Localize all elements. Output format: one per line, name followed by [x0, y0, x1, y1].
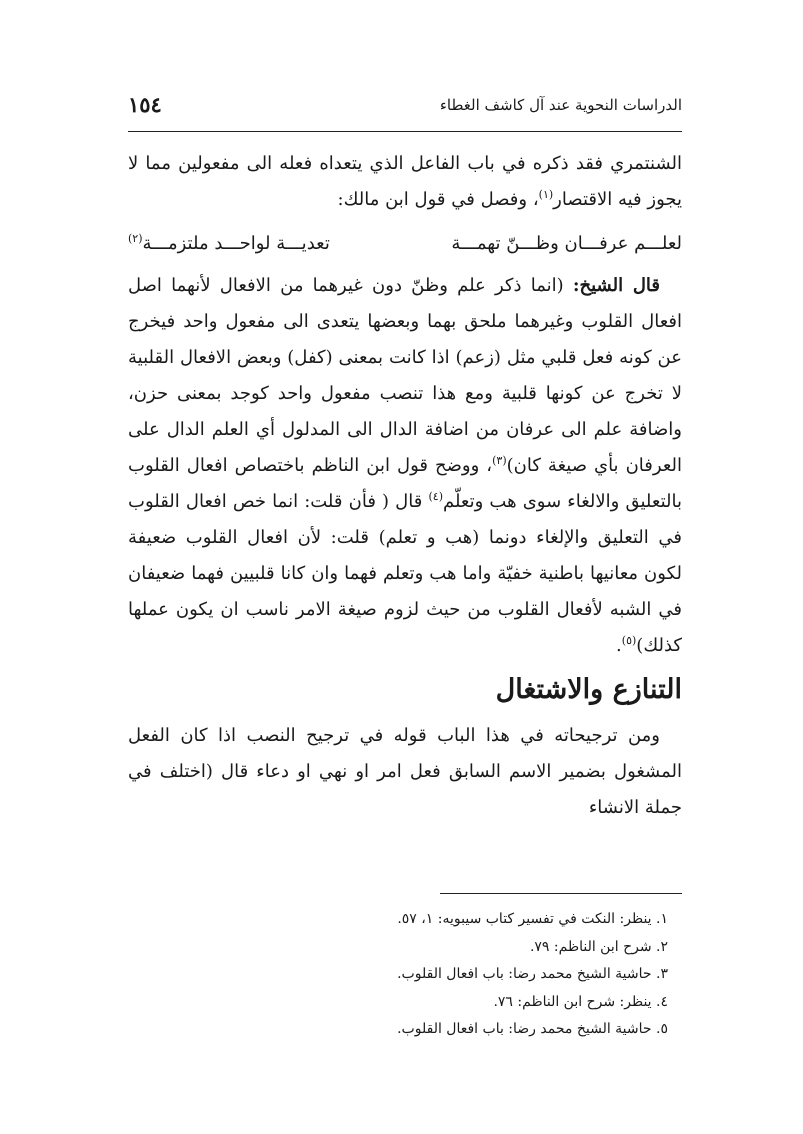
paragraph-2-end: .	[616, 635, 622, 656]
verse-second-hemistich	[128, 226, 330, 262]
paragraph-1	[128, 146, 682, 218]
paragraph-3-text: ومن ترجيحاته في هذا الباب قوله في ترجيح النصب اذا كان الفعل المشغول بضمير الاسم السابق فعل امر او نهي او دعاء قال (اختلف في جملة الانشاء	[128, 725, 682, 818]
paragraph-2-text-b: ، ووضح قول ابن الناظم باختصاص افعال القلوب بالتعليق والالغاء سوى هب وتعلّم	[128, 455, 682, 512]
paragraph-2-text-c: قال ( فأن قلت: انما خص افعال القلوب في التعليق والإلغاء دونما (هب و تعلم) قلت: لأن افعال القلوب ضعيفة لكون معانيها باطنية خفيّة واما هب وتعلم فهما وان كانا قلبيين فهما ضعيفان في الشبه لأفعال القلوب من حيث لزوم صيغة الامر ناسب ان يكون عملها كذلك)	[128, 491, 682, 656]
section-heading: التنازع والاشتغال	[495, 674, 682, 705]
footnote-ref-2[interactable]: (٢)	[128, 232, 143, 245]
paragraph-1-tail: ، وفصل في قول ابن مالك:	[337, 189, 539, 210]
speaker-label: قال الشيخ:	[572, 275, 661, 296]
header-rule	[128, 131, 682, 132]
footnote-4: ٤. ينظر: شرح ابن الناظم: ٧٦.	[493, 993, 668, 1010]
book-title: الدراسات النحوية عند آل كاشف الغطاء	[439, 96, 682, 114]
main-text	[128, 146, 682, 826]
footnote-ref-4[interactable]: (٤)	[428, 490, 443, 503]
footnote-ref-3[interactable]: (٣)	[492, 454, 507, 467]
paragraph-1-text: الشنتمري فقد ذكره في باب الفاعل الذي يتعداه فعله الى مفعولين مما لا يجوز فيه الاقتصار	[128, 153, 682, 210]
footnote-2: ٢. شرح ابن الناظم: ٧٩.	[529, 938, 668, 955]
footnote-ref-5[interactable]: (٥)	[621, 634, 637, 647]
paragraph-2-text-a: (انما ذكر علم وظنّ دون غيرهما من الافعال لأنهما اصل افعال القلوب وغيرهما ملحق بهما وبعضها يتعدى الى مفعول واحد فيخرج عن كونه فعل قلبي مثل (زعم) اذا كانت بمعنى (كفل) وبعض الافعال القلبية لا تخرج عن كونها قلبية ومع هذا تنصب مفعول واحد كوجد بمعنى حزن، واضافة علم الى عرفان من اضافة الدال الى المدلول أي العلم الدال على العرفان بأي صيغة كان)	[128, 275, 682, 476]
footnote-3: ٣. حاشية الشيخ محمد رضا: باب افعال القلوب.	[397, 966, 668, 982]
verse-first-hemistich: لعلـــم عرفـــان وظـــنّ تهمـــة	[451, 233, 682, 254]
verse-second-text: تعديـــة لواحـــد ملتزمـــة	[142, 233, 330, 254]
footnote-1: ١. ينظر: النكت في تفسير كتاب سيبويه: ١، ٥٧.	[397, 911, 668, 927]
footnotes	[128, 906, 682, 1044]
footnote-rule	[440, 893, 682, 894]
paragraph-2	[128, 268, 682, 664]
paragraph-3	[128, 718, 682, 826]
footnote-ref-1[interactable]: (١)	[538, 188, 554, 201]
verse	[128, 222, 682, 266]
footnote-5: ٥. حاشية الشيخ محمد رضا: باب افعال القلوب.	[397, 1021, 668, 1037]
running-header	[128, 88, 682, 128]
page-number: ١٥٤	[128, 92, 162, 117]
